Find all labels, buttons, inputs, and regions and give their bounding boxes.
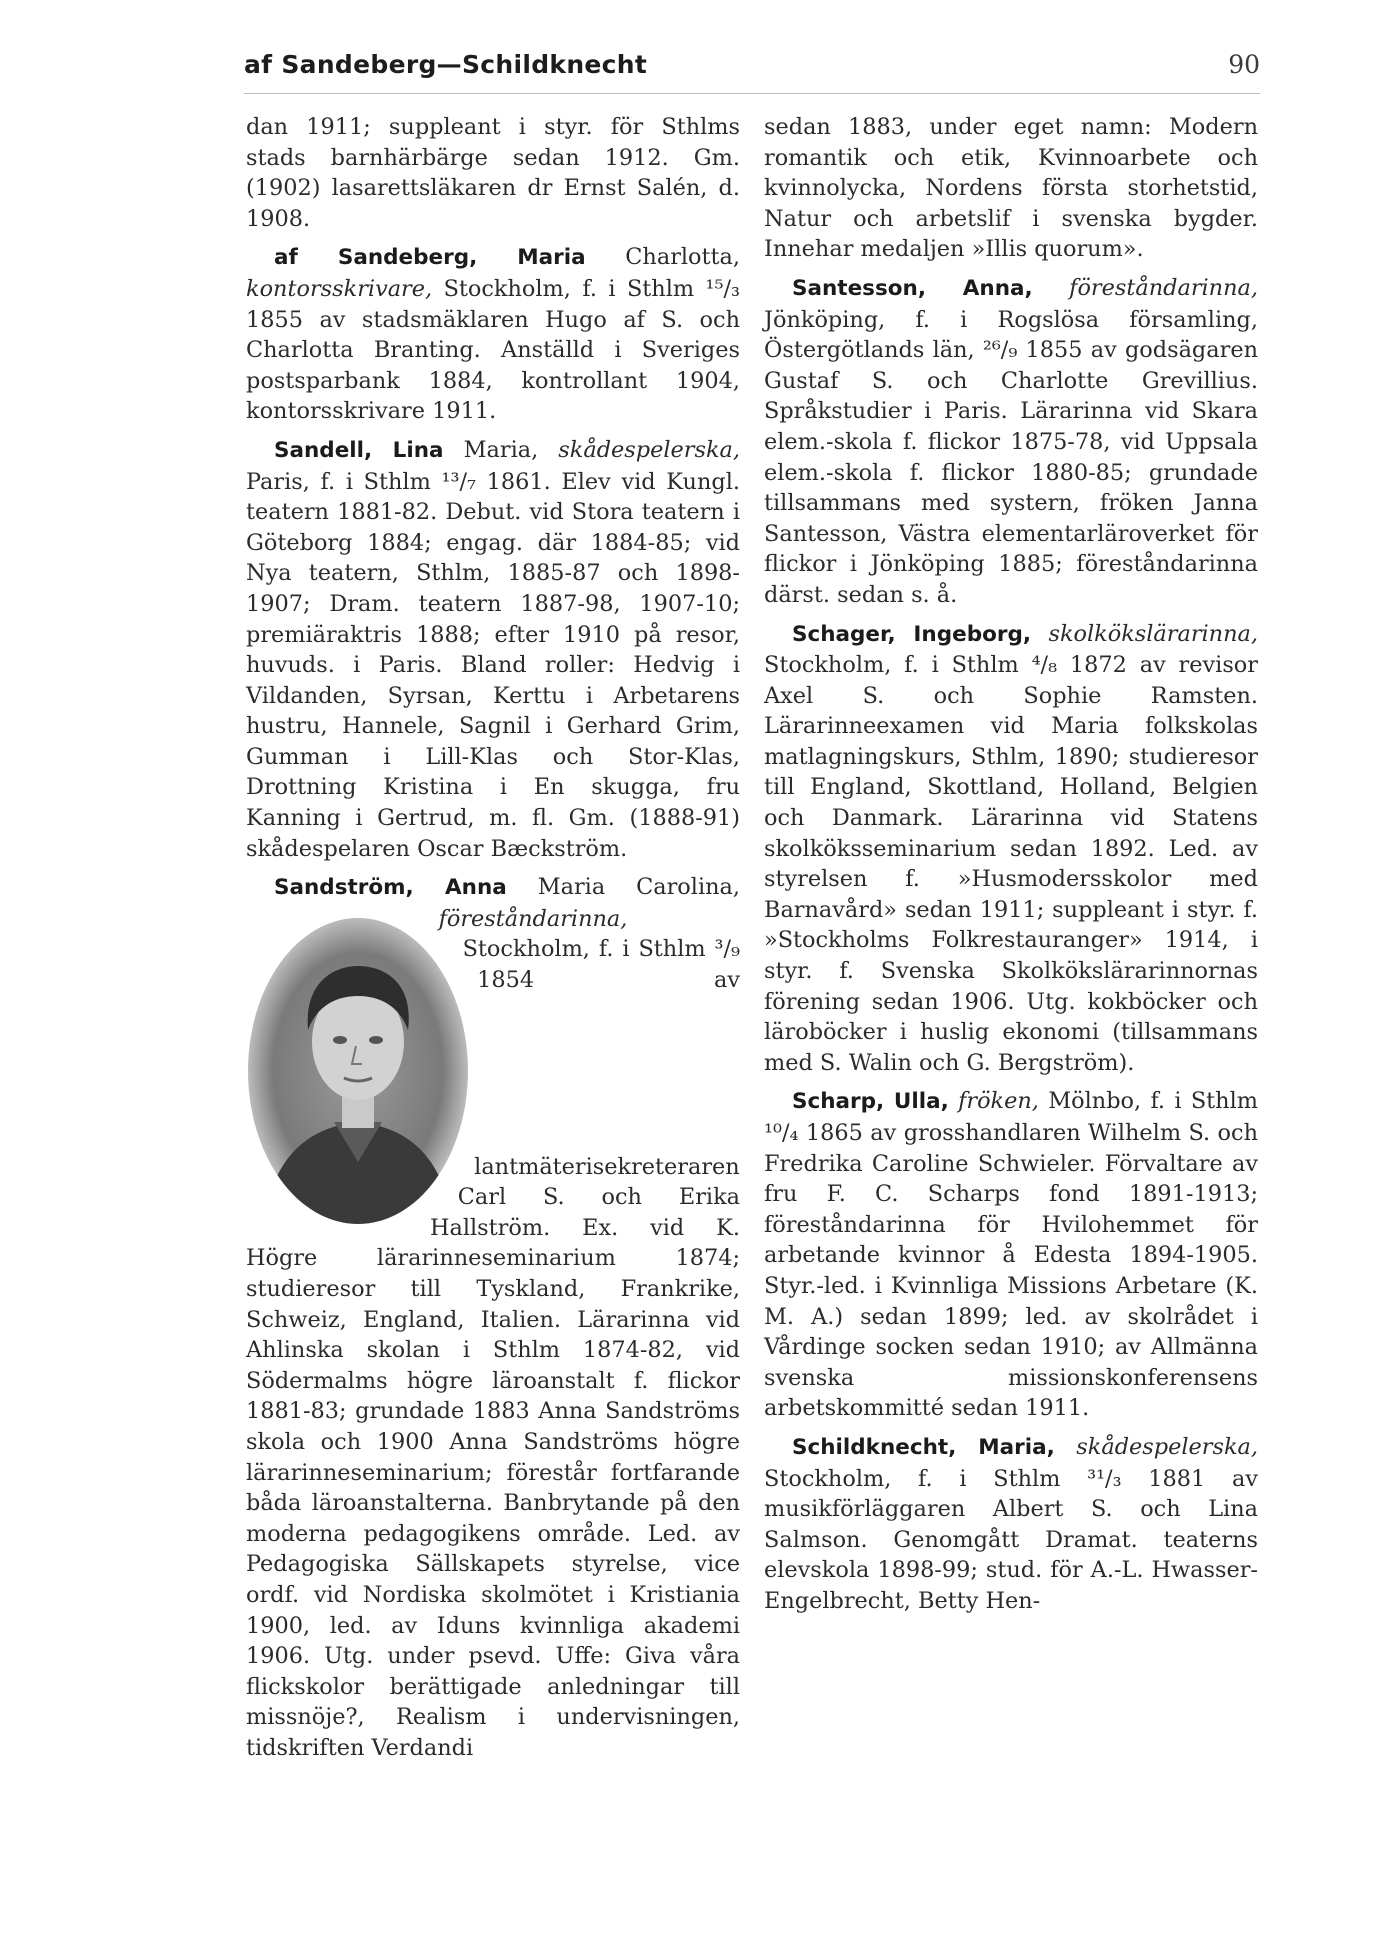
entry-headword: Sandell, Lina [274, 437, 444, 463]
entry-body: Jönköping, f. i Rogslösa församling, Östergötlands län, ²⁶/₉ 1855 av godsägaren Gustaf S. och Charlotte Grevillius. Språkstudier i Paris. Lärarinna vid Skara elem.-skola f. flickor 1875-78, vid Uppsala elem.-skola f. flickor 1880-85; grundade tillsammans med systern, fröken Janna Santesson, Västra elementarläroverket för flickor i Jönköping 1885; föreståndarinna därst. sedan s. å. [764, 306, 1258, 608]
entry-body: Stockholm, f. i Sthlm ¹⁵/₃ 1855 av stadsmäklaren Hugo af S. och Charlotta Branting. Anställd i Sveriges postsparbank 1884, kontrollant 1904, kontorsskrivare 1911. [246, 275, 740, 425]
entry-body: Stockholm, f. i Sthlm ³/₉ 1854 av lantmäterisekreteraren Carl S. och Erika Hallström. Ex. vid K. Högre lärarinneseminarium 1874; studieresor till Tyskland, Frankrike, Schweiz, England, Italien. Lärarinna vid Ahlinska skolan i Sthlm 1874-82, vid Södermalms högre läroanstalt f. flickor 1881-83; grundade 1883 Anna Sandströms skola och 1900 Anna Sandströms högre lärarinneseminarium; förestår fortfarande båda läroanstalterna. Banbrytande på den moderna pedagogikens område. Led. av Pedagogiska Sällskapets styrelse, vice ordf. vid Nordiska skolmötet i Kristiania 1900, led. av Iduns kvinnliga akademi 1906. Utg. under psevd. Uffe: Giva våra flickskolor berättigade anledningar till missnöje?, Realism i undervisningen, tidskriften Verdandi [246, 936, 740, 1761]
entry-occupation: skådespelerska, [1076, 1433, 1259, 1460]
entry-scharp [764, 1086, 1258, 1424]
portrait-photo [242, 912, 474, 1230]
entry-occupation: föreståndarinna, [438, 905, 628, 932]
entry-schildknecht [764, 1432, 1258, 1617]
left-column [246, 112, 740, 1772]
entry-body: Stockholm, f. i Sthlm ³¹/₃ 1881 av musikförläggaren Albert S. och Lina Salmson. Genomgått Dramat. teaterns elevskola 1898-99; stud. för A.-L. Hwasser-Engelbrecht, Betty Hen- [764, 1465, 1258, 1614]
entry-santesson [764, 273, 1258, 611]
entry-given-names: Charlotta, [585, 244, 740, 271]
entry-body: Paris, f. i Sthlm ¹³/₇ 1861. Elev vid Kungl. teatern 1881-82. Debut. vid Stora teatern i Göteborg 1884; engag. där 1884-85; vid Nya teatern, Sthlm, 1885-87 och 1898-1907; Dram. teatern 1887-98, 1907-10; premiäraktris 1888; efter 1910 på resor, huvuds. i Paris. Bland roller: Hedvig i Vildanden, Syrsan, Kerttu i Arbetarens hustru, Hannele, Sagnil i Gerhard Grim, Gumman i Lill-Klas och Stor-Klas, Drottning Kristina i En skugga, fru Kanning i Gertrud, m. fl. Gm. (1888-91) skådespelaren Oscar Bæckström. [246, 468, 740, 862]
entry-occupation: fröken, [958, 1088, 1039, 1115]
entry-occupation: skådespelerska, [558, 436, 740, 463]
entry-headword: af Sandeberg, Maria [274, 245, 586, 271]
continued-entry: sedan 1883, under eget namn: Modern romantik och etik, Kvinnoarbete och kvinnolycka, Nordens första storhetstid, Natur och arbetslif i svenska bygder. Innehar medaljen »Illis quorum». [764, 114, 1258, 263]
entry-headword: Sandström, Anna [274, 875, 507, 901]
entry-schager [764, 619, 1258, 1079]
entry-headword: Schildknecht, Maria, [792, 1434, 1055, 1460]
entry-sandell [246, 435, 740, 864]
page-number: 90 [1228, 50, 1260, 79]
entry-headword: Santesson, Anna, [792, 275, 1033, 301]
entry-occupation: föreståndarinna, [1069, 274, 1258, 301]
right-column [764, 112, 1258, 1625]
entry-given-names: Maria Carolina, [506, 874, 740, 901]
entry-given-names: Maria, [443, 436, 539, 463]
running-head: af Sandeberg—Schildknecht [244, 50, 648, 79]
entry-occupation: skolkökslärarinna, [1048, 620, 1258, 647]
continued-entry: dan 1911; suppleant i styr. för Sthlms stads barnhärbärge sedan 1912. Gm. (1902) lasarettsläkaren dr Ernst Salén, d. 1908. [246, 114, 740, 232]
entry-sandstrom [246, 872, 740, 1763]
portrait-image [242, 912, 474, 1230]
entry-headword: Schager, Ingeborg, [792, 621, 1032, 647]
entry-body: Mölnbo, f. i Sthlm ¹⁰/₄ 1865 av grosshandlaren Wilhelm S. och Fredrika Caroline Schwieler. Förvaltare av fru F. C. Scharps fond 1891-1913; föreståndarinna för Hvilohemmet för arbetande kvinnor å Edesta 1894-1905. Styr.-led. i Kvinnliga Missions Arbetare (K. M. A.) sedan 1899; led. av skolrådet i Vårdinge socken sedan 1910; av Allmänna svenska missionskonferensens arbetskommitté sedan 1911. [764, 1088, 1258, 1422]
entry-headword: Scharp, Ulla, [792, 1089, 949, 1115]
entry-occupation: kontorsskrivare, [246, 275, 433, 302]
entry-af-sandeberg [246, 242, 740, 427]
entry-body: Stockholm, f. i Sthlm ⁴/₈ 1872 av revisor Axel S. och Sophie Ramsten. Lärarinneexamen vid Maria folkskolas matlagningskurs, Sthlm, 1890; studieresor till England, Skottland, Holland, Belgien och Danmark. Lärarinna vid Statens skolköksseminarium sedan 1892. Led. av styrelsen f. »Husmodersskolor med Barnavård» sedan 1911; suppleant i styr. f. »Stockholms Folkrestauranger» 1914, i styr. f. Svenska Skolkökslärarinnornas förening sedan 1906. Utg. kokböcker och läroböcker i huslig ekonomi (tillsammans med S. Walin och G. Bergström). [764, 652, 1258, 1076]
page-header [244, 50, 1260, 90]
header-rule [244, 93, 1260, 94]
